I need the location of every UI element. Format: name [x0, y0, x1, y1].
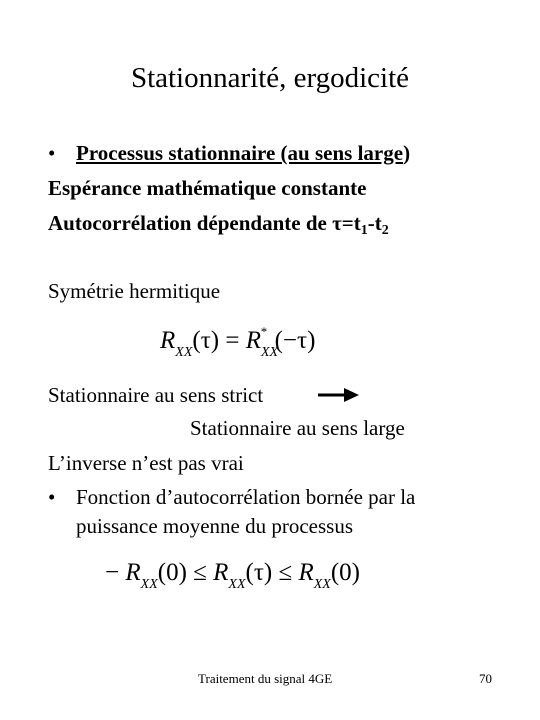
section-heading-tail: ) — [403, 141, 411, 165]
footer-title: Traitement du signal 4GE — [198, 671, 333, 686]
eq2-sub-3: XX — [313, 577, 331, 592]
bound-inequality — [105, 559, 360, 593]
eq1-equals: = — [219, 327, 246, 354]
eq2-R-3: R — [298, 559, 314, 586]
eq2-arg-3: (0) — [330, 559, 361, 586]
eq1-sub-right: XX — [260, 345, 279, 360]
eq2-sub-2: XX — [228, 577, 246, 592]
implies-arrow-icon — [318, 384, 360, 406]
eq1-R-left: R — [160, 327, 176, 354]
tau-symbol: τ — [332, 211, 342, 235]
property-line-2-text: Autocorrélation dépendante de — [48, 211, 333, 235]
inverse-label: L’inverse n’est pas vrai — [48, 451, 244, 475]
section-heading — [76, 141, 410, 166]
eq2-minus: − — [105, 559, 120, 586]
eq2-sub-1: XX — [140, 577, 158, 592]
bullet-marker-2: • — [48, 485, 56, 509]
hermitian-equation — [160, 324, 315, 361]
eq1-R-right: R — [245, 327, 261, 354]
bullet2-line2: puissance moyenne du processus — [76, 514, 354, 538]
eq1-sub-left: XX — [175, 345, 193, 360]
slide-title: Stationnarité, ergodicité — [130, 62, 410, 94]
eq2-R-2: R — [213, 559, 229, 586]
eq1-rhs-arg: (−τ) — [274, 327, 316, 354]
property-line-2 — [48, 211, 389, 236]
eq2-arg-1: (0) — [157, 559, 187, 586]
subscript-2: 2 — [381, 223, 389, 238]
eq1-lhs-arg: (τ) — [192, 327, 220, 354]
strict-sense-label: Stationnaire au sens strict — [48, 383, 264, 407]
equals-t: =t — [341, 211, 361, 235]
eq2-R-1: R — [125, 559, 141, 586]
eq1-conjugate-star: * — [260, 324, 267, 339]
wide-sense-label: Stationnaire au sens large — [190, 416, 405, 440]
property-line-1: Espérance mathématique constante — [48, 176, 367, 200]
eq2-le-2: ≤ — [272, 559, 299, 586]
eq2-arg-2: (τ) — [245, 559, 273, 586]
subscript-1: 1 — [360, 223, 368, 238]
eq2-le-1: ≤ — [186, 559, 214, 586]
bullet-marker: • — [48, 141, 56, 165]
page-number: 70 — [479, 671, 492, 686]
minus-t: -t — [367, 211, 382, 235]
symmetry-label: Symétrie hermitique — [48, 279, 221, 303]
bullet2-line1: Fonction d’autocorrélation bornée par la — [76, 485, 416, 509]
section-heading-text: Processus stationnaire (au sens large — [76, 141, 404, 165]
